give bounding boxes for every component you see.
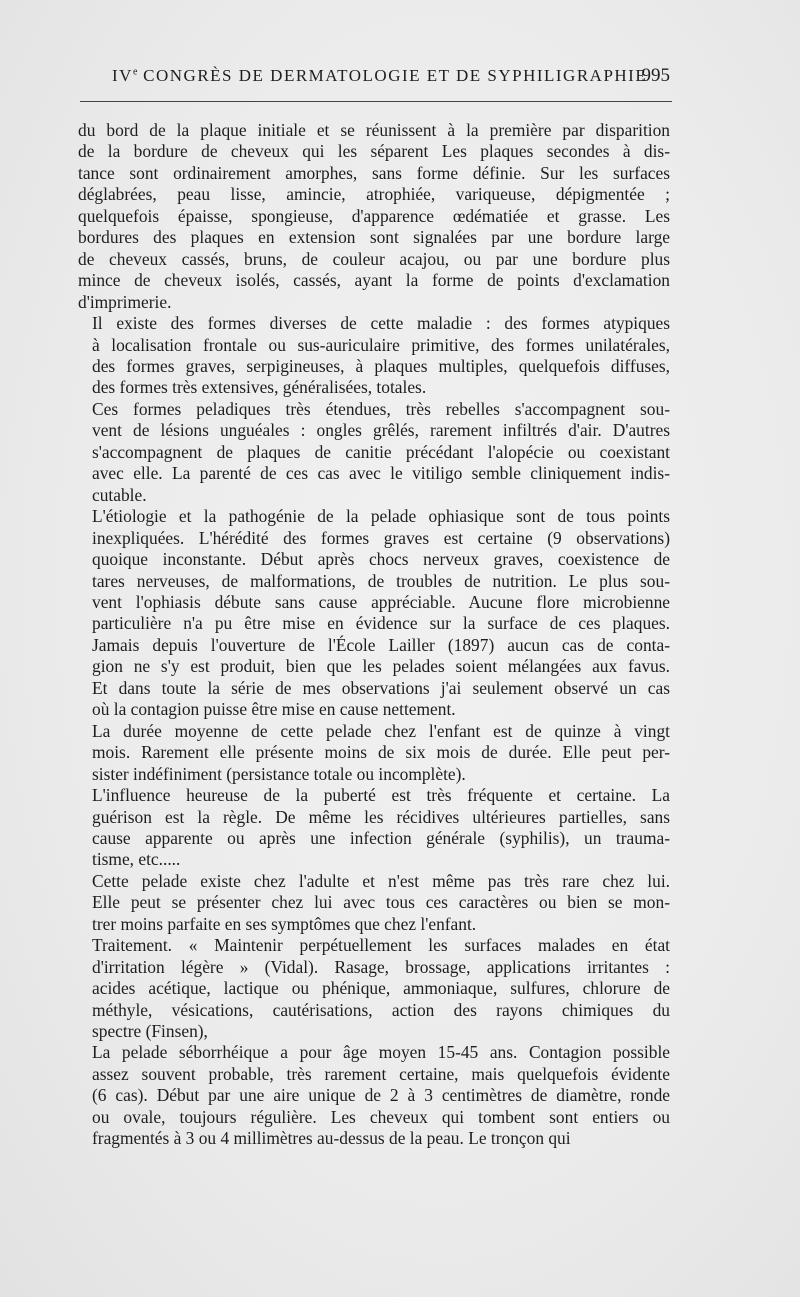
text-line: trer moins parfaite en ses symptômes que chez l'enfant. <box>92 913 477 934</box>
text-line: L'influence heureuse de la puberté est très fréquente et certaine. La <box>92 785 670 806</box>
text-line: du bord de la plaque initiale et se réunissent à la première par disparition <box>78 120 670 140</box>
text-line: d'irritation légère » (Vidal). Rasage, brossage, applications irritantes : <box>92 956 670 977</box>
text-line: inexpliquées. L'hérédité des formes graves est certaine (9 observations) <box>92 527 670 548</box>
text-line: Traitement. « Maintenir perpétuellement les surfaces malades en état <box>92 935 670 956</box>
text-line: mois. Rarement elle présente moins de six mois de durée. Elle peut per- <box>92 742 670 763</box>
text-line: L'étiologie et la pathogénie de la pelade ophiasique sont de tous points <box>92 506 670 527</box>
text-line: ou ovale, toujours régulière. Les cheveux qui tombent sont entiers ou <box>92 1106 670 1127</box>
text-line: Et dans toute la série de mes observations j'ai seulement observé un cas <box>92 677 670 698</box>
running-title-text: CONGRÈS DE DERMATOLOGIE ET DE SYPHILIGRAPHIE <box>137 66 648 85</box>
body-text <box>78 120 670 1150</box>
text-line: Jamais depuis l'ouverture de l'École Lailler (1897) aucun cas de conta- <box>92 634 670 655</box>
text-line: s'accompagnent de plaques de canitie précédant l'alopécie ou coexistant <box>92 441 670 462</box>
paragraph <box>78 785 670 871</box>
paragraph <box>78 871 670 935</box>
text-line: acides acétique, lactique ou phénique, ammoniaque, sulfures, chlorure de <box>92 978 670 999</box>
text-line: vent l'ophiasis débute sans cause appréciable. Aucune flore microbienne <box>92 591 670 612</box>
text-line: tares nerveuses, de malformations, de troubles de nutrition. Le plus sou- <box>92 570 670 591</box>
text-line: des formes graves, serpigineuses, à plaques multiples, quelquefois diffuses, <box>92 355 670 376</box>
text-line: à localisation frontale ou sus-auriculaire primitive, des formes unilatérales, <box>92 334 670 355</box>
text-line: mince de cheveux isolés, cassés, ayant la forme de points d'exclamation <box>78 270 670 291</box>
paragraph <box>78 1042 670 1149</box>
text-line: Ces formes peladiques très étendues, très rebelles s'accompagnent sou- <box>92 398 670 419</box>
text-line: bordures des plaques en extension sont signalées par une bordure large <box>78 227 670 248</box>
text-line: La durée moyenne de cette pelade chez l'enfant est de quinze à vingt <box>92 720 670 741</box>
running-title-superscript: e <box>132 66 138 78</box>
text-line: quoique inconstante. Début après chocs nerveux graves, coexistence de <box>92 549 670 570</box>
text-line: déglabrées, peau lisse, amincie, atrophiée, variqueuse, dépigmentée ; <box>78 184 670 205</box>
text-line: Cette pelade existe chez l'adulte et n'est même pas très rare chez lui. <box>92 870 670 891</box>
text-line: méthyle, vésications, cautérisations, action des rayons chimiques du <box>92 999 670 1020</box>
paragraph <box>78 721 670 785</box>
text-line: (6 cas). Début par une aire unique de 2 à 3 centimètres de diamètre, ronde <box>92 1085 670 1106</box>
text-line: sister indéfiniment (persistance totale ou incomplète). <box>92 763 466 784</box>
text-line: fragmentés à 3 ou 4 millimètres au-dessus de la peau. Le tronçon qui <box>92 1128 571 1149</box>
text-line: tisme, etc..... <box>92 849 181 870</box>
text-line: spectre (Finsen), <box>92 1021 208 1042</box>
text-line: d'imprimerie. <box>78 291 172 312</box>
paragraph <box>78 313 670 399</box>
text-line: quelquefois épaisse, spongieuse, d'apparence œdématiée et grasse. Les <box>78 205 670 226</box>
text-line: guérison est la règle. De même les récidives ultérieures partielles, sans <box>92 806 670 827</box>
running-title <box>112 66 647 86</box>
text-line: Il existe des formes diverses de cette maladie : des formes atypiques <box>92 313 670 334</box>
paragraph <box>78 399 670 506</box>
text-line: des formes très extensives, généralisées, totales. <box>92 377 427 398</box>
text-line: vent de lésions unguéales : ongles grêlés, rarement infiltrés d'air. D'autres <box>92 420 670 441</box>
header-rule <box>80 101 672 102</box>
text-line: assez souvent probable, très rarement certaine, mais quelquefois évidente <box>92 1063 670 1084</box>
page-number: 995 <box>641 65 670 86</box>
text-line: avec elle. La parenté de ces cas avec le vitiligo semble cliniquement indis- <box>92 463 670 484</box>
running-title-numeral: IV <box>112 66 133 85</box>
text-line: où la contagion puisse être mise en cause nettement. <box>92 699 456 720</box>
text-line: cause apparente ou après une infection générale (syphilis), un trauma- <box>92 827 670 848</box>
text-line: Elle peut se présenter chez lui avec tous ces caractères ou bien se mon- <box>92 892 670 913</box>
text-line: tance sont ordinairement amorphes, sans forme définie. Sur les surfaces <box>78 162 670 183</box>
paragraph <box>78 120 670 313</box>
text-line: de la bordure de cheveux qui les séparent Les plaques secondes à dis- <box>78 141 670 162</box>
text-line: La pelade séborrhéique a pour âge moyen 15-45 ans. Contagion possible <box>92 1042 670 1063</box>
running-header <box>80 66 670 96</box>
paragraph <box>78 506 670 721</box>
text-line: cutable. <box>92 484 147 505</box>
text-line: particulière n'a pu être mise en évidence sur la surface de ces plaques. <box>92 613 670 634</box>
text-line: gion ne s'y est produit, bien que les pelades soient mélangées aux favus. <box>92 656 670 677</box>
paragraph <box>78 935 670 1042</box>
text-line: de cheveux cassés, bruns, de couleur acajou, ou par une bordure plus <box>78 248 670 269</box>
